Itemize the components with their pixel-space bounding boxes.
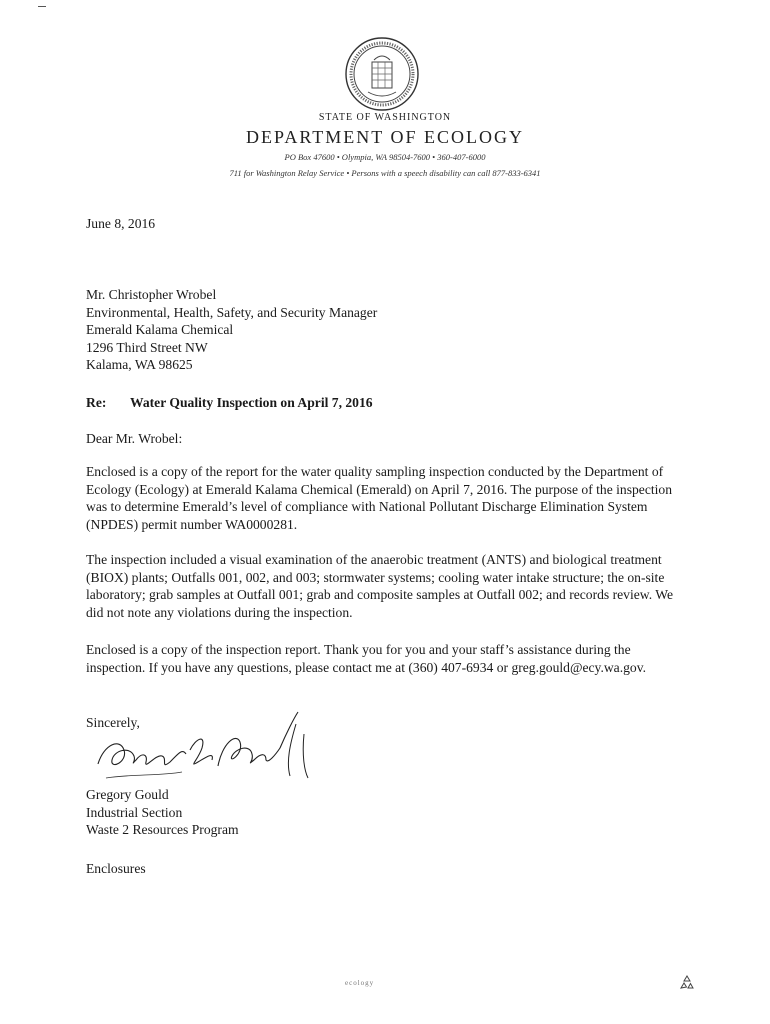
recipient-city: Kalama, WA 98625 (86, 357, 193, 372)
recipient-street: 1296 Third Street NW (86, 339, 208, 355)
signer-section: Industrial Section (86, 804, 183, 820)
subject-label: Re: (86, 395, 107, 410)
recipient-name: Mr. Christopher Wrobel (86, 287, 217, 302)
salutation: Dear Mr. Wrobel: (86, 431, 183, 446)
letterhead (60, 112, 710, 179)
letterhead-department: DEPARTMENT OF ECOLOGY (246, 127, 524, 147)
state-seal-icon (344, 36, 420, 112)
body-paragraph-1: Enclosed is a copy of the report for the water quality sampling inspection conducted by the Department of Ecology (Ecology) at Emerald Kalama Chemical (Emerald) on April 7, 2016. The purpose of the inspection was to determine Emerald’s level of compliance with National Pollutant Discharge Elimination System (NPDES) permit number WA0000281. (86, 464, 672, 532)
body-paragraph-2: The inspection included a visual examination of the anaerobic treatment (ANTS) and biological treatment (BIOX) plants; Outfalls 001, 002, and 003; stormwater systems; cooling water intake structure; the on-site laboratory; grab samples at Outfall 001; grab and composite samples at Outfall 002; and records review. We did not note any violations during the inspection. (86, 552, 674, 620)
subject-text: Water Quality Inspection on April 7, 2016 (130, 395, 373, 410)
letterhead-relay: 711 for Washington Relay Service • Persons with a speech disability can call 877-833-6341 (229, 168, 541, 178)
body-paragraph-3: Enclosed is a copy of the inspection report. Thank you for you and your staff’s assistance during the inspection. If you have any questions, please contact me at (360) 407-6934 or greg.gould@ecy.wa.gov. (86, 642, 647, 675)
handwritten-signature (90, 704, 330, 794)
signer-program: Waste 2 Resources Program (86, 822, 239, 837)
closing: Sincerely, (86, 715, 140, 730)
enclosures-note: Enclosures (86, 861, 146, 876)
subject-line (86, 394, 686, 412)
footer-logo-mark: ecology (345, 979, 375, 987)
letter-date: June 8, 2016 (86, 216, 156, 231)
recipient-company: Emerald Kalama Chemical (86, 322, 234, 337)
letterhead-state: STATE OF WASHINGTON (318, 112, 452, 123)
signer-name: Gregory Gould (86, 787, 169, 802)
recipient-title: Environmental, Health, Safety, and Security Manager (86, 304, 378, 320)
letterhead-address: PO Box 47600 • Olympia, WA 98504-7600 • 360-407-6000 (284, 152, 486, 162)
recycle-icon (678, 974, 696, 992)
signer-block (86, 786, 686, 839)
corner-mark (38, 6, 46, 7)
recipient-address (86, 286, 686, 374)
